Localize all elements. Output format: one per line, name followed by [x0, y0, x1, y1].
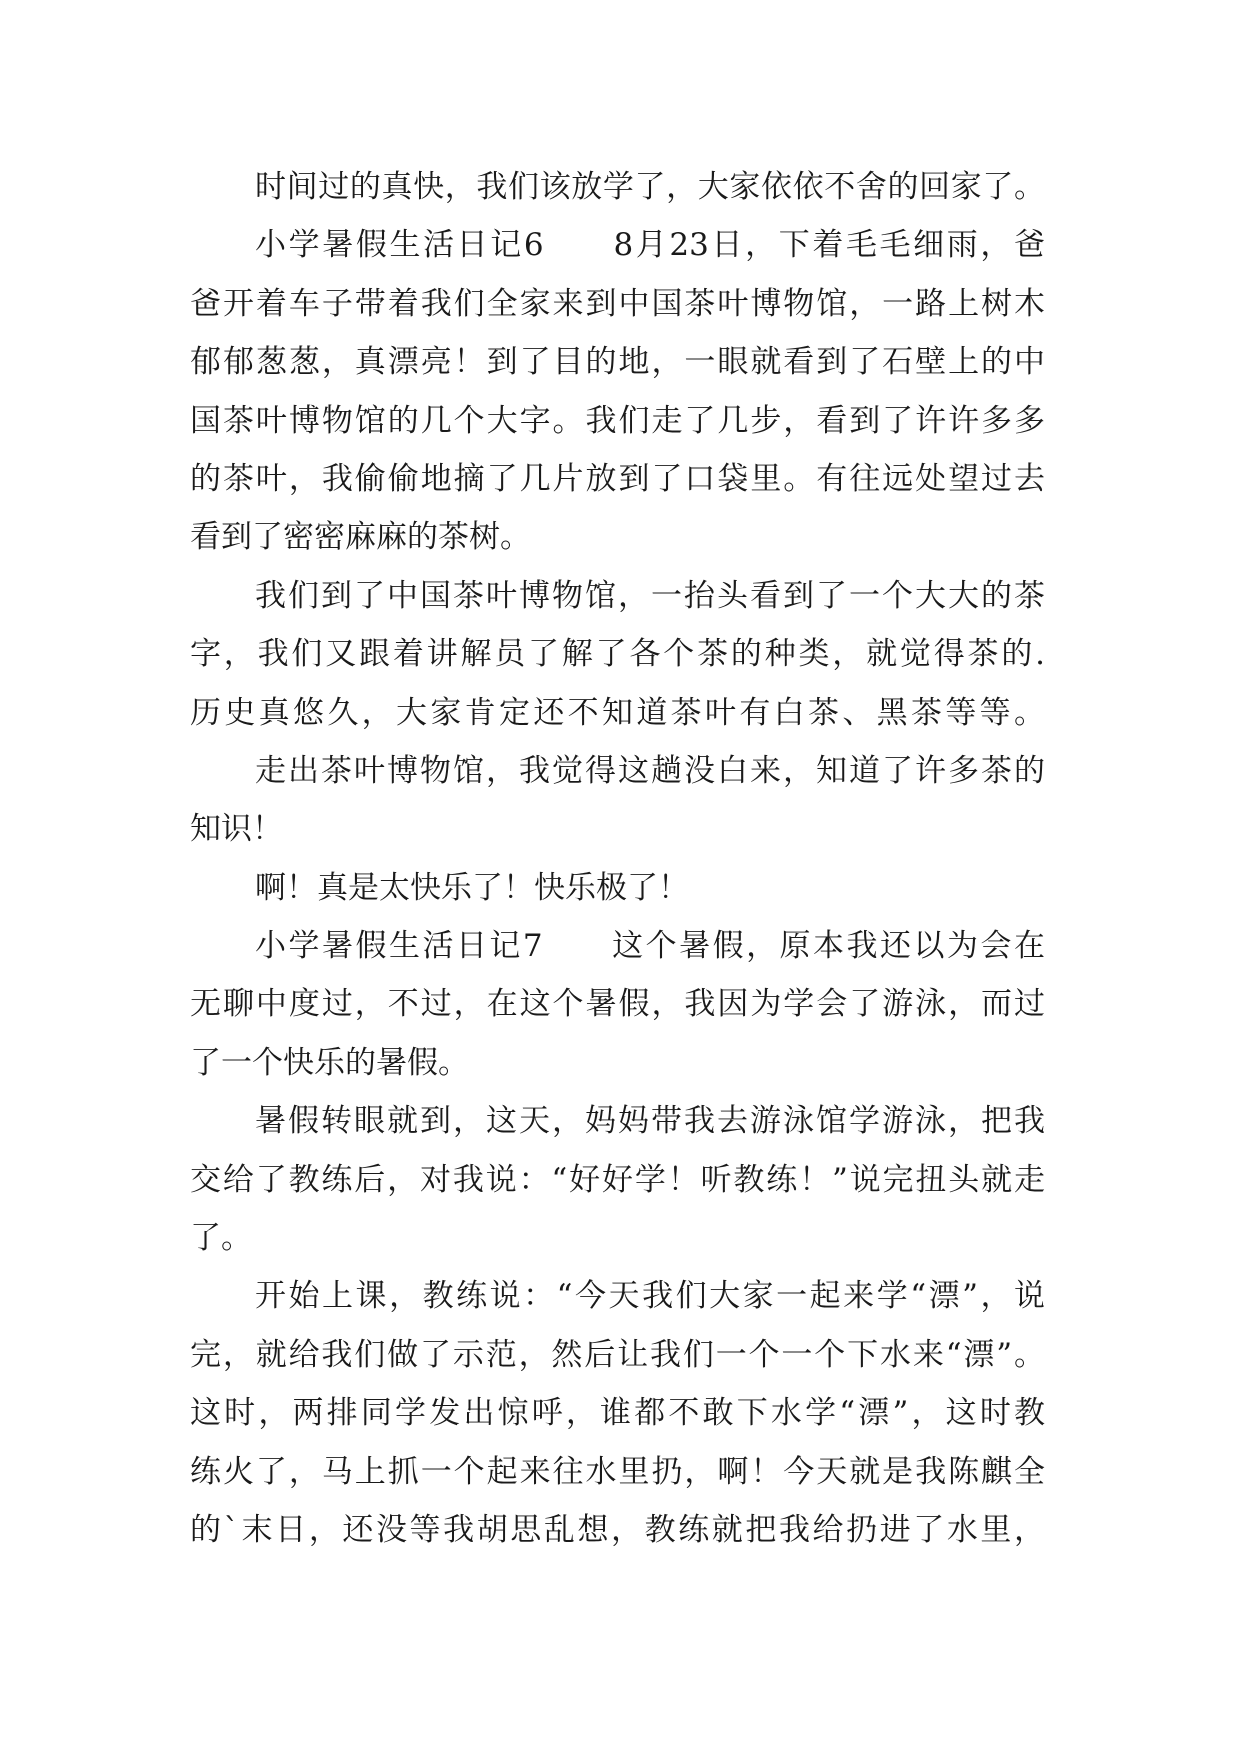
- text-line: 练火了，马上抓一个起来往水里扔，啊！今天就是我陈麒全: [190, 1453, 1045, 1490]
- text-line: 国茶叶博物馆的几个大字。我们走了几步，看到了许许多多: [190, 402, 1045, 439]
- text-line: 的茶叶，我偷偷地摘了几片放到了口袋里。有往远处望过去: [190, 460, 1045, 497]
- text-line: 知识！: [190, 811, 283, 848]
- text-line: 看到了密密麻麻的茶树。: [190, 519, 531, 556]
- text-line: 我们到了中国茶叶博物馆，一抬头看到了一个大大的茶: [255, 577, 1045, 614]
- text-line: 爸开着车子带着我们全家来到中国茶叶博物馆，一路上树木: [190, 285, 1045, 322]
- text-line: 交给了教练后，对我说：“好好学！听教练！”说完扭头就走: [190, 1161, 1045, 1198]
- text-line: 啊！真是太快乐了！快乐极了！: [255, 869, 689, 906]
- text-line: 开始上课，教练说：“今天我们大家一起来学“漂”，说: [255, 1278, 1045, 1315]
- document-body: [190, 158, 1045, 1559]
- text-line: 郁郁葱葱，真漂亮！到了目的地，一眼就看到了石壁上的中: [190, 344, 1045, 381]
- text-line: 时间过的真快，我们该放学了，大家依依不舍的回家了。: [255, 169, 1045, 205]
- text-line: 的`末日，还没等我胡思乱想，教练就把我给扔进了水里，: [190, 1511, 1045, 1548]
- text-line: 暑假转眼就到，这天，妈妈带我去游泳馆学游泳，把我: [255, 1103, 1045, 1140]
- text-line: 了一个快乐的暑假。: [190, 1044, 469, 1081]
- text-line: 小学暑假生活日记6 8月23日，下着毛毛细雨，爸: [255, 227, 1045, 264]
- text-line: 无聊中度过，不过，在这个暑假，我因为学会了游泳，而过: [190, 986, 1045, 1023]
- text-line: 走出茶叶博物馆，我觉得这趟没白来，知道了许多茶的: [255, 752, 1045, 789]
- text-line: 字，我们又跟着讲解员了解了各个茶的种类，就觉得茶的.: [190, 636, 1045, 673]
- text-line: 完，就给我们做了示范，然后让我们一个一个下水来“漂”。: [190, 1336, 1045, 1373]
- text-line: 小学暑假生活日记7 这个暑假，原本我还以为会在: [255, 928, 1045, 965]
- text-line: 历史真悠久，大家肯定还不知道茶叶有白茶、黑茶等等。: [190, 694, 1045, 731]
- text-line: 了。: [190, 1220, 252, 1257]
- text-line: 这时，两排同学发出惊呼，谁都不敢下水学“漂”，这时教: [190, 1395, 1045, 1432]
